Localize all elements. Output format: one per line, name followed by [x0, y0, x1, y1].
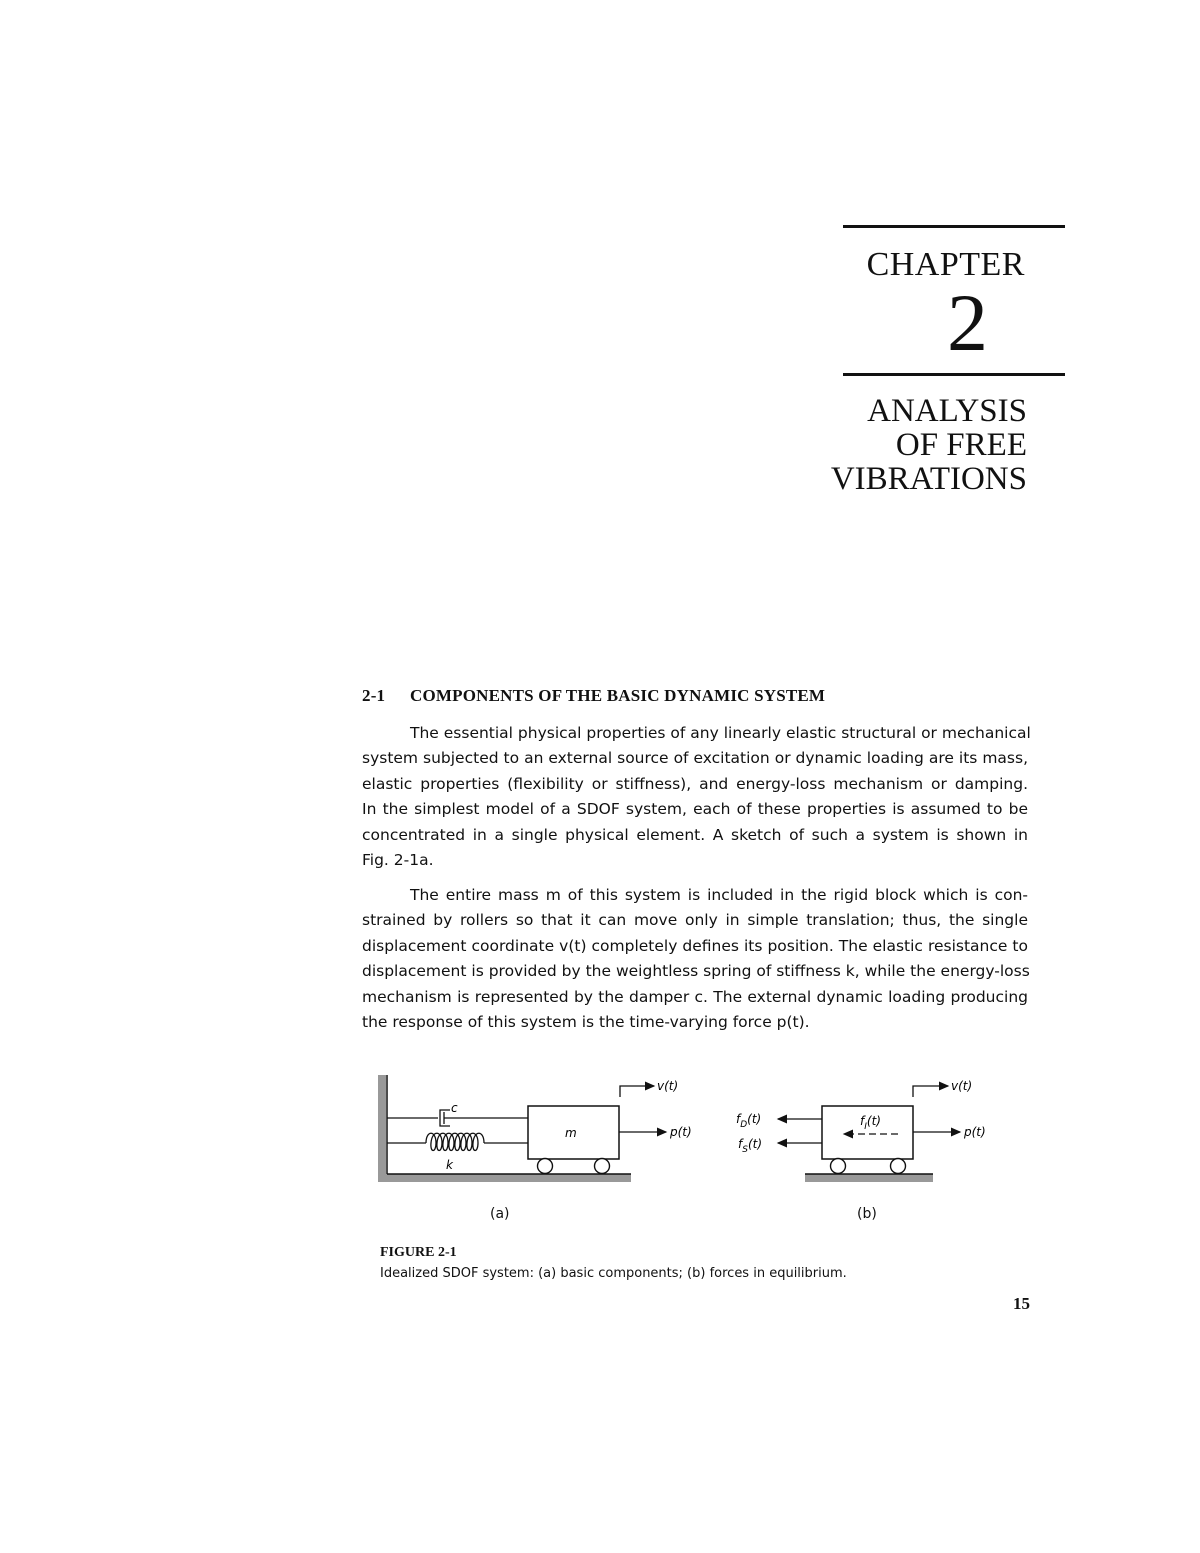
paragraph-line: In the simplest model of a SDOF system, each of these properties is assumed to be — [362, 800, 1028, 819]
diagram-a — [378, 1075, 692, 1182]
section-heading — [362, 686, 825, 706]
diagram-b — [736, 1079, 986, 1182]
paragraph-line: the response of this system is the time-varying force p(t). — [362, 1013, 810, 1032]
figure-title: FIGURE 2-1 — [380, 1245, 457, 1260]
paragraph-line: Fig. 2-1a. — [362, 851, 434, 870]
figure-part-label-b: (b) — [857, 1206, 877, 1222]
paragraph-line: strained by rollers so that it can move only in simple translation; thus, the single — [362, 911, 1028, 930]
paragraph-line: elastic properties (flexibility or stiffness), and energy-loss mechanism or damping. — [362, 774, 1028, 793]
wall — [378, 1075, 386, 1182]
chapter-title-line: ANALYSIS — [867, 393, 1027, 429]
ground — [378, 1174, 631, 1182]
ground — [805, 1174, 933, 1182]
body-paragraph — [362, 721, 1031, 873]
damper-label: c — [451, 1101, 458, 1115]
section-title: COMPONENTS OF THE BASIC DYNAMIC SYSTEM — [410, 686, 826, 705]
spring-label: k — [446, 1158, 453, 1172]
chapter-label: CHAPTER — [866, 246, 1025, 283]
page-number: 15 — [1013, 1294, 1030, 1313]
chapter-title-line: OF FREE — [895, 427, 1027, 463]
roller-wheel — [891, 1159, 906, 1174]
paragraph-line: The entire mass m of this system is included in the rigid block which is con- — [410, 886, 1028, 904]
figure-part-label-a: (a) — [490, 1206, 510, 1222]
section-number: 2-1 — [362, 686, 386, 705]
force-label: p(t) — [670, 1125, 692, 1139]
inertia-force-label: $f_I(t)$ — [860, 1114, 881, 1132]
paragraph-line: concentrated in a single physical element. A sketch of such a system is shown in — [362, 825, 1028, 844]
chapter-number: 2 — [947, 277, 988, 368]
paragraph-line: The essential physical properties of any linearly elastic structural or mechanical — [410, 724, 1031, 742]
spring-icon — [387, 1133, 528, 1150]
displacement-label: v(t) — [657, 1079, 679, 1093]
chapter-title — [760, 394, 1027, 496]
chapter-bottom-rule — [843, 373, 1065, 376]
paragraph-line: system subjected to an external source of excitation or dynamic loading are its mass, — [362, 749, 1028, 768]
paragraph-line: displacement is provided by the weightless spring of stiffness k, while the energy-loss — [362, 962, 1030, 981]
damping-force-label: $f_D(t)$ — [736, 1112, 762, 1130]
paragraph-line: displacement coordinate v(t) completely defines its position. The elastic resistance to — [362, 936, 1028, 955]
displacement-arrow — [913, 1086, 948, 1097]
spring-force-label: $f_S(t)$ — [738, 1137, 763, 1155]
force-label: p(t) — [964, 1125, 986, 1139]
mass-label: m — [565, 1126, 577, 1140]
displacement-arrow — [620, 1086, 654, 1097]
displacement-label: v(t) — [951, 1079, 973, 1093]
roller-wheel — [595, 1159, 610, 1174]
chapter-title-line: VIBRATIONS — [830, 461, 1027, 497]
figure-caption: Idealized SDOF system: (a) basic components; (b) forces in equilibrium. — [380, 1266, 847, 1281]
roller-wheel — [831, 1159, 846, 1174]
paragraph-line: mechanism is represented by the damper c. The external dynamic loading producing — [362, 987, 1028, 1006]
chapter-top-rule — [843, 225, 1065, 228]
body-paragraph — [362, 883, 1028, 1035]
roller-wheel — [538, 1159, 553, 1174]
sdof-figure — [370, 1068, 1010, 1193]
